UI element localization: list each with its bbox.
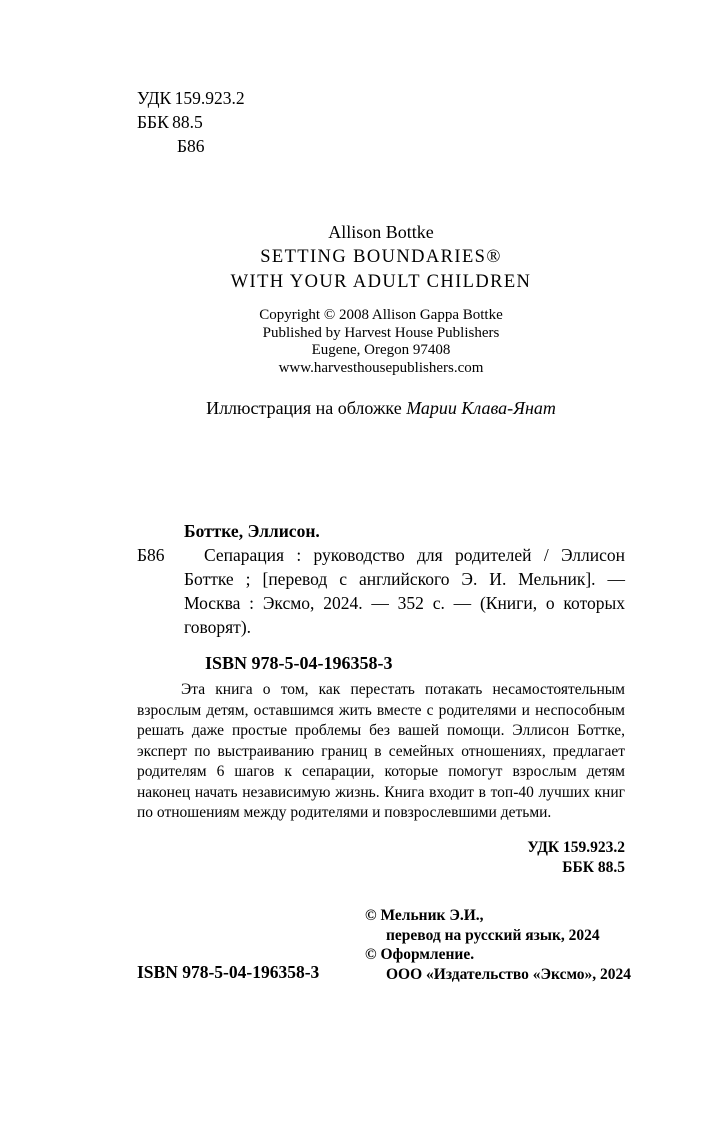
catalog-entry bbox=[137, 543, 625, 639]
catalog-author: Боттке, Эллисон. bbox=[184, 521, 320, 541]
isbn-catalog: ISBN 978-5-04-196358-3 bbox=[205, 653, 393, 673]
udk-code-bottom: УДК 159.923.2 bbox=[527, 839, 625, 856]
bottom-classification-codes bbox=[137, 838, 625, 877]
original-copyright-line: Copyright © 2008 Allison Gappa Bottke bbox=[259, 307, 503, 323]
copyright-design: © Оформление. bbox=[365, 946, 475, 963]
copyright-translator-detail: перевод на русский язык, 2024 bbox=[386, 926, 600, 944]
author-sign-code: Б86 bbox=[177, 136, 205, 156]
illustration-credit bbox=[137, 396, 625, 420]
original-website: www.harvesthousepublishers.com bbox=[278, 359, 484, 376]
bbk-code-bottom: ББК 88.5 bbox=[562, 858, 625, 876]
original-title-line-1: SETTING BOUNDARIES® bbox=[260, 247, 502, 267]
original-author: Allison Bottke bbox=[328, 222, 434, 242]
original-title-line-2: WITH YOUR ADULT CHILDREN bbox=[230, 272, 532, 292]
original-copyright-block bbox=[137, 307, 625, 377]
copyright-translator: © Мельник Э.И., bbox=[365, 907, 484, 924]
top-classification-codes bbox=[137, 86, 245, 158]
udk-code-top: УДК 159.923.2 bbox=[137, 88, 245, 108]
illustration-credit-text: Иллюстрация на обложке bbox=[206, 398, 402, 418]
original-publisher-line: Published by Harvest House Publishers bbox=[262, 324, 500, 341]
original-edition-block bbox=[137, 220, 625, 377]
catalog-description: Сепарация : руководство для родителей / Эллисон Боттке ; [перевод с английского Э. И. Мельник]. — Москва : Эксмо, 2024. — 352 с. — (Книги, о которых говорят). bbox=[184, 545, 625, 637]
copyright-notices bbox=[365, 906, 631, 984]
copyright-publisher-detail: ООО «Издательство «Эксмо», 2024 bbox=[386, 965, 632, 983]
annotation-text: Эта книга о том, как перестать потакать несамостоятельным взрослым детям, оставшимся жить вместе с родителями и неспособным решать даже простые проблемы без вашей помощи. Эллисон Боттке, эксперт по выстраиванию границ в семейных отношениях, предлагает родителям 6 шагов к сепарации, которые помогут взрослым детям наконец начать независимую жизнь. Книга входит в топ-40 лучших книг по отношениям между родителями и повзрослевшими детьми. bbox=[137, 681, 625, 821]
original-location-line: Eugene, Oregon 97408 bbox=[311, 342, 451, 358]
isbn-bottom: ISBN 978-5-04-196358-3 bbox=[137, 962, 320, 982]
catalog-author-sign: Б86 bbox=[137, 545, 165, 565]
bbk-code-top: ББК 88.5 bbox=[137, 112, 203, 132]
catalog-card bbox=[137, 519, 625, 674]
illustration-artist-name: Марии Клава-Янат bbox=[406, 398, 556, 418]
